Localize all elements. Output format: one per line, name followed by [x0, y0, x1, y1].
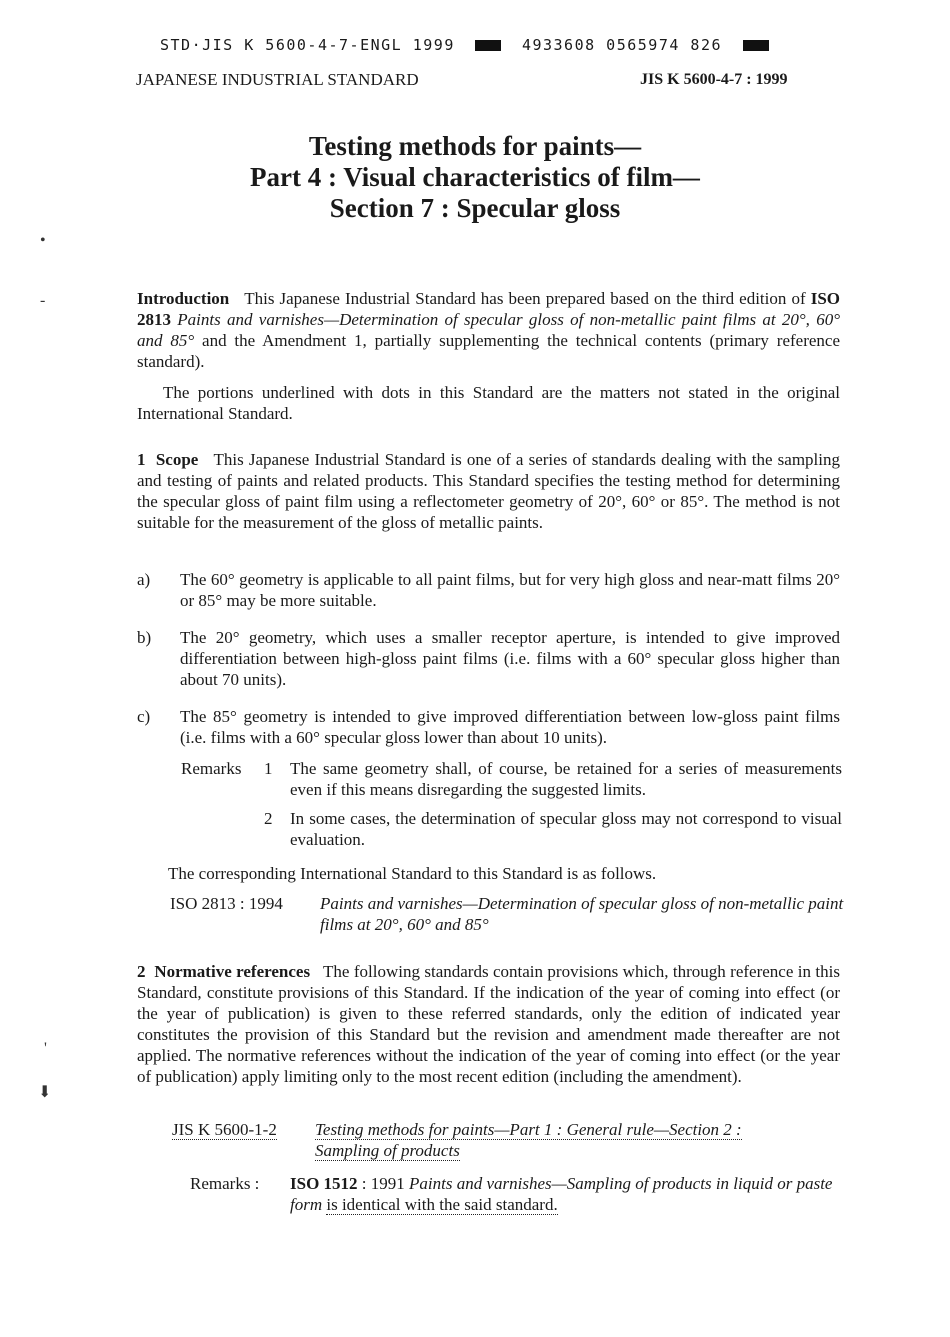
scope-item-text: The 60° geometry is applicable to all paint films, but for very high gloss and near-matt films 20° or 85° may be more suitable. [180, 570, 840, 610]
remark-number-2: 2 [264, 809, 273, 828]
header-standard-type: JAPANESE INDUSTRIAL STANDARD [136, 70, 419, 89]
corresponding-standard-text: The corresponding International Standard to this Standard is as follows. [168, 864, 657, 883]
scope-paragraph [137, 449, 840, 533]
normative-remarks-year: : 1991 [361, 1174, 405, 1193]
normative-paragraph [137, 961, 840, 1087]
scope-item-label: c) [137, 707, 151, 726]
document-serial: 4933608 0565974 826 [521, 36, 723, 54]
scope-heading: Scope [155, 450, 199, 469]
remarks-label: Remarks [181, 759, 242, 778]
intro-paragraph [137, 288, 840, 372]
scope-item-label: b) [137, 628, 152, 647]
margin-mark: ⬇ [38, 1084, 52, 1101]
normative-ref-code-text: JIS K 5600-1-2 [172, 1120, 277, 1139]
remark-2: In some cases, the determination of specular gloss may not correspond to visual evaluation. [290, 809, 842, 849]
barcode-block-right [743, 40, 769, 51]
intro-iso-ref: ISO 2813 [137, 289, 841, 329]
barcode-block-left [475, 40, 501, 51]
normative-remarks [290, 1173, 845, 1215]
remark-number-1: 1 [264, 759, 273, 778]
title-line-3: Section 7 : Specular gloss [329, 193, 621, 223]
intro-heading: Introduction [137, 289, 230, 308]
corresponding-iso-title: Paints and varnishes—Determination of specular gloss of non-metallic paint films at 20°, 60° and 85° [320, 894, 844, 934]
intro-text-b: and the Amendment 1, partially supplementing the technical contents (primary reference standard). [137, 331, 840, 371]
header-standard-number: JIS K 5600-4-7 : 1999 [640, 71, 788, 88]
normative-ref-title-line-1: Testing methods for paints—Part 1 : General rule—Section 2 : [315, 1120, 742, 1139]
corresponding-iso-ref: ISO 2813 : 1994 [170, 894, 283, 913]
normative-remarks-iso: ISO 1512 [290, 1174, 358, 1193]
normative-heading: Normative references [154, 962, 311, 981]
normative-remarks-tail: is identical with the said standard. [326, 1195, 558, 1214]
normative-remarks-label: Remarks : [190, 1174, 260, 1193]
scope-item-text: The 20° geometry, which uses a smaller receptor aperture, is intended to give improved differentiation between high-gloss paint films (i.e. films with a 60° specular gloss higher than about 70 units). [180, 628, 840, 689]
scope-number: 1 [137, 450, 146, 469]
scope-item [137, 569, 840, 611]
normative-number: 2 [137, 962, 146, 981]
remark-1: The same geometry shall, of course, be retained for a series of measurements even if this means disregarding the suggested limits. [290, 759, 842, 799]
normative-ref-title [315, 1119, 742, 1161]
normative-text: The following standards contain provisions which, through reference in this Standard, constitute provisions of this Standard. If the indication of the year of coming into effect (or the year of publication) is given to these referred standards, only the edition of indicated year constitutes the provision of this Standard but the revision and amendment made thereafter are not applied. The normative references without the indication of the year of coming into effect (or the year of publication) apply limiting only to the most recent edition (including the amendment). [137, 962, 840, 1086]
scope-item-text: The 85° geometry is intended to give improved differentiation between low-gloss paint films (i.e. films with a 60° specular gloss lower than about 10 units). [180, 707, 840, 747]
document-code: STD·JIS K 5600-4-7-ENGL 1999 [160, 36, 455, 54]
intro-paragraph-2: The portions underlined with dots in this Standard are the matters not stated in the original International Standard. [137, 383, 840, 423]
scope-item-label: a) [137, 570, 151, 589]
margin-mark: ' [44, 1040, 47, 1057]
margin-mark: • [40, 232, 46, 249]
scope-item [137, 627, 840, 690]
margin-mark: - [40, 292, 46, 309]
normative-ref-code [172, 1119, 277, 1140]
scope-item [137, 706, 840, 748]
title-line-1: Testing methods for paints— [308, 131, 642, 161]
normative-remarks-title: Paints and varnishes—Sampling of products in liquid or paste form [290, 1174, 833, 1214]
normative-ref-title-line-2: Sampling of products [315, 1141, 460, 1160]
intro-iso-title: Paints and varnishes—Determination of specular gloss of non-metallic paint films at 20°, 60° and 85° [137, 310, 841, 350]
title-line-2: Part 4 : Visual characteristics of film— [250, 162, 700, 192]
intro-text-a: This Japanese Industrial Standard has been prepared based on the third edition of [244, 289, 806, 308]
scope-text: This Japanese Industrial Standard is one of a series of standards dealing with the sampling and testing of paints and related products. This Standard specifies the testing method for determining the specular gloss of paint film using a reflectometer geometry of 20°, 60° or 85°. The method is not suitable for the measurement of the gloss of metallic paints. [137, 450, 841, 532]
document-code-line [160, 36, 779, 54]
